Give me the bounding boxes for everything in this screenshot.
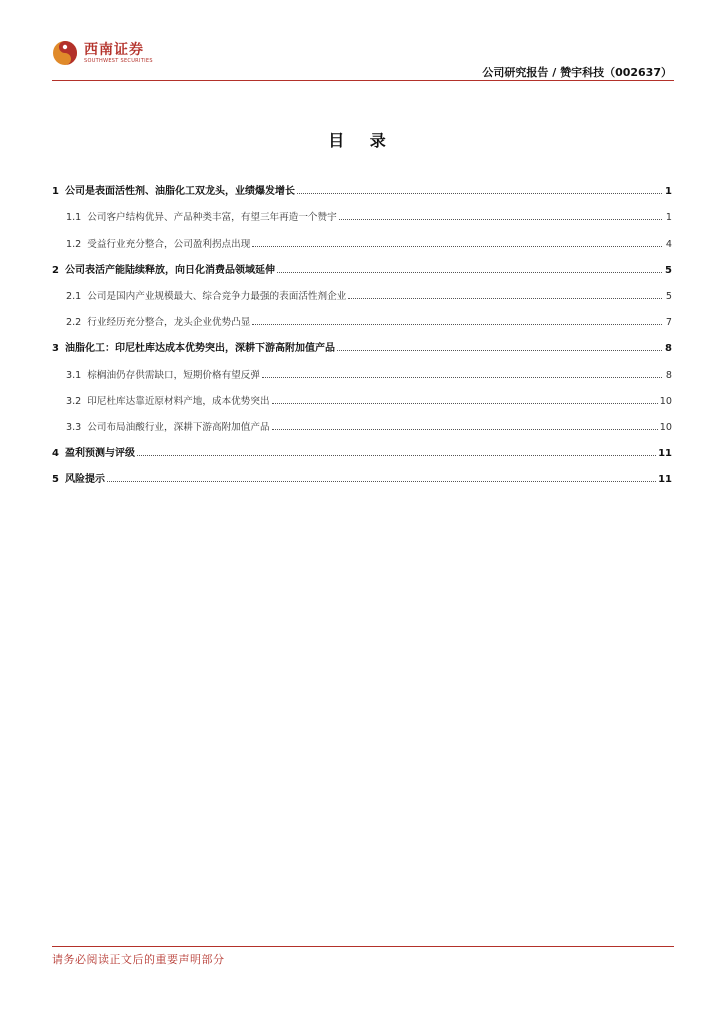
toc-entry[interactable]	[52, 381, 672, 407]
logo-chinese-name: 西南证券	[84, 41, 144, 58]
toc-leader	[277, 271, 662, 273]
toc-entry-page: 10	[659, 395, 672, 407]
logo-english-name: SOUTHWEST SECURITIES	[84, 57, 153, 64]
toc-entry-page: 4	[665, 238, 672, 250]
toc-entry-number: 3.3	[66, 421, 82, 433]
toc-leader	[107, 480, 656, 482]
toc-leader	[252, 245, 662, 247]
toc-entry[interactable]	[52, 354, 672, 380]
toc-entry[interactable]	[52, 250, 672, 276]
toc-entry-number: 3	[52, 343, 59, 355]
toc-entry[interactable]	[52, 302, 672, 328]
footer-divider	[52, 946, 674, 947]
toc-entry-number: 4	[52, 448, 59, 460]
toc-entry-page: 1	[665, 212, 672, 224]
toc-entry-page: 5	[665, 264, 672, 276]
toc-entry-text: 油脂化工：印尼杜库达成本优势突出，深耕下游高附加值产品	[64, 343, 335, 355]
toc-entry-number: 3.1	[66, 369, 82, 381]
toc-entry-text: 公司客户结构优异、产品种类丰富，有望三年再造一个赞宇	[87, 212, 337, 224]
toc-leader	[262, 376, 662, 378]
toc-entry-number: 5	[52, 474, 59, 486]
toc-entry-page: 7	[665, 317, 672, 329]
toc-leader	[137, 454, 656, 456]
header-divider	[52, 80, 674, 81]
toc-entry-page: 8	[665, 343, 672, 355]
toc-entry[interactable]	[52, 433, 672, 459]
toc-entry-text: 风险提示	[64, 474, 105, 486]
logo-icon	[52, 40, 78, 66]
toc-entry-page: 11	[658, 448, 672, 460]
toc-entry-number: 1	[52, 186, 59, 198]
company-logo	[52, 40, 153, 66]
toc-entry-text: 公司是表面活性剂、油脂化工双龙头，业绩爆发增长	[64, 186, 295, 198]
toc-entry-page: 5	[665, 290, 672, 302]
page-header	[52, 38, 674, 82]
toc-entry-page: 8	[665, 369, 672, 381]
footer-disclaimer: 请务必阅读正文后的重要声明部分	[52, 953, 225, 966]
toc-entry-text: 行业经历充分整合，龙头企业优势凸显	[87, 317, 251, 329]
toc-leader	[252, 323, 662, 325]
toc-leader	[297, 192, 662, 194]
table-of-contents	[52, 171, 672, 485]
toc-entry-page: 10	[659, 421, 672, 433]
toc-entry[interactable]	[52, 223, 672, 249]
toc-entry[interactable]	[52, 197, 672, 223]
toc-title: 目 录	[328, 131, 396, 150]
toc-leader	[272, 402, 658, 404]
toc-entry-page: 1	[665, 186, 672, 198]
toc-entry[interactable]	[52, 407, 672, 433]
toc-entry-text: 受益行业充分整合，公司盈利拐点出现	[87, 238, 251, 250]
toc-entry[interactable]	[52, 328, 672, 354]
toc-entry-text: 公司表活产能陆续释放，向日化消费品领域延伸	[64, 264, 275, 276]
toc-entry-text: 公司是国内产业规模最大、综合竞争力最强的表面活性剂企业	[87, 290, 347, 302]
toc-entry-page: 11	[658, 474, 672, 486]
toc-entry-number: 2.1	[66, 290, 82, 302]
toc-entry-text: 印尼杜库达靠近原材料产地，成本优势突出	[87, 395, 270, 407]
toc-entry[interactable]	[52, 276, 672, 302]
toc-leader	[272, 428, 658, 430]
toc-entry[interactable]	[52, 459, 672, 485]
toc-entry-text: 公司布局油酸行业，深耕下游高附加值产品	[87, 421, 270, 433]
toc-entry-number: 1.2	[66, 238, 82, 250]
toc-entry-number: 3.2	[66, 395, 82, 407]
toc-entry-number: 2	[52, 264, 59, 276]
toc-entry-text: 盈利预测与评级	[64, 448, 135, 460]
toc-entry-number: 2.2	[66, 317, 82, 329]
toc-entry-text: 棕榈油仍存供需缺口，短期价格有望反弹	[87, 369, 260, 381]
toc-entry-number: 1.1	[66, 212, 82, 224]
report-title: 公司研究报告 / 赞宇科技（002637）	[482, 66, 672, 79]
toc-leader	[339, 218, 662, 220]
toc-leader	[337, 349, 662, 351]
toc-entry[interactable]	[52, 171, 672, 197]
toc-leader	[348, 297, 662, 299]
